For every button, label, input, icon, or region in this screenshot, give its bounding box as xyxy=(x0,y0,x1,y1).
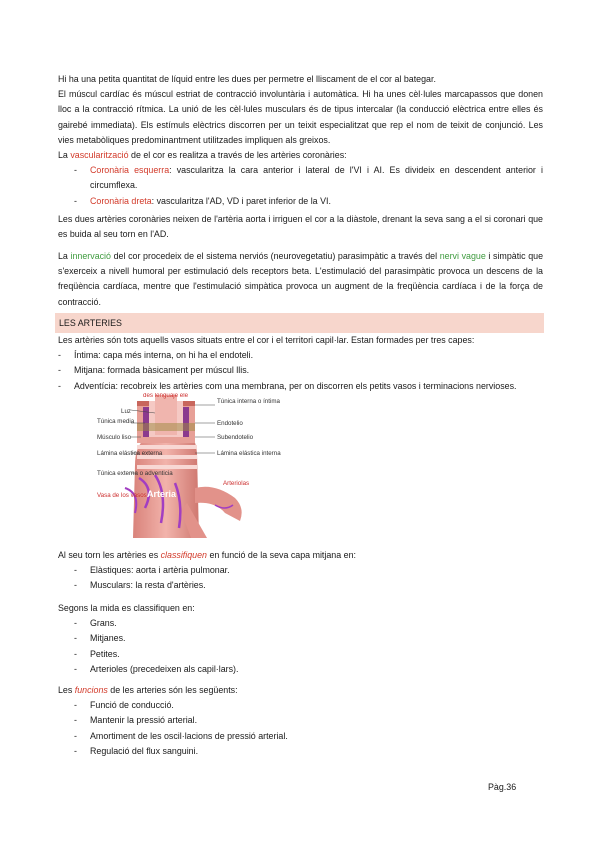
list-item-petites: - Petites. xyxy=(74,648,120,659)
list-item-left-coronary: - Coronària esquerra: vascularitza la cara anterior i lateral de l'VI i AI. Es divideix en descendent anterior i circumflexa. xyxy=(74,165,543,191)
paragraph-arteries-intro: Les artèries són tots aquells vasos situats entre el cor i el territori capil·lar. Estan formades per tres capes: xyxy=(58,335,475,345)
list-item-regulacio: - Regulació del flux sanguini. xyxy=(74,745,199,756)
term-vascularitzacio: vascularització xyxy=(70,150,129,160)
section-classification: Al seu torn les artèries es classifiquen en funció de la seva capa mitjana en: - Elàstiques: aorta i artèria pulmonar. - Musculars: la resta d'artèries. xyxy=(58,548,543,594)
paragraph-muscle: El múscul cardíac és múscul estriat de contracció involuntària i automàtica. Hi ha unes cèl·lules marcapassos que donen lloc a la contracció rítmica. La unió de les cèl·lules musculars és de tipus intercalar (la conducció elèctrica entre elles és gairebé immediata). Els estímuls elèctrics discorren per un teixit especialitzat que rep el nom de teixit de conjunció. Les vies metabòliques predominantment utilitzades impliquen als greixos. xyxy=(58,89,543,145)
label-arteriolas: Arteriolas xyxy=(223,480,250,487)
section-size xyxy=(58,601,543,677)
list-item-musculars: - Musculars: la resta d'artèries. xyxy=(74,580,206,591)
section-arteries-layers xyxy=(58,333,543,394)
list-item-pressio: - Mantenir la pressió arterial. xyxy=(74,715,198,726)
artery-illustration xyxy=(125,395,242,538)
list-item-elastiques: - Elàstiques: aorta i artèria pulmonar. xyxy=(74,565,230,576)
list-item-adventicia: - Adventícia: recobreix les artèries com una membrana, per on discorren els petits vasos i terminacions nervioses. xyxy=(58,380,517,391)
list-item-amortiment: - Amortiment de les oscil·lacions de pressió arterial. xyxy=(74,730,288,741)
label-tunica-interna: Túnica interna o íntima xyxy=(217,398,280,405)
list-item-intima: - Íntima: capa més interna, on hi ha el endoteli. xyxy=(58,350,254,361)
label-musculo-liso: Músculo liso xyxy=(97,434,132,441)
page-number: Pàg.36 xyxy=(488,782,517,792)
label-luz: Luz xyxy=(121,408,131,415)
list-item-grans: - Grans. xyxy=(74,618,117,629)
label-endotelio: Endotelio xyxy=(217,420,243,427)
list-item-arterioles: - Arterioles (precedeixen als capil·lars). xyxy=(74,663,239,674)
section-heading-arteries: LES ARTERIES xyxy=(55,313,544,333)
artery-layers-figure xyxy=(95,393,300,538)
label-lamina-elastica-interna: Lámina elástica interna xyxy=(217,450,281,457)
paragraph-innervation: La innervació del cor procedeix de el sistema nerviós (neurovegetatiu) parasimpàtic a través del nervi vague i simpàtic que s'exerceix a nivell humoral per estimulació dels receptors beta. L'estimulació del parasimpàtic provoca un descens de la freqüència cardíaca, mentre que l'estimulació simpàtica provoca un augment de la freqüència cardíaca i de la força de contracció. xyxy=(58,251,544,307)
paragraph-size-intro: Segons la mida es classifiquen en: xyxy=(58,603,195,613)
term-classifiquen: classifiquen xyxy=(160,550,207,560)
list-item-mitjana: - Mitjana: formada bàsicament per múscul llis. xyxy=(58,365,250,376)
section-functions: Les funcions de les arteries són les següents: - Funció de conducció. - Mantenir la pressió arterial. - Amortiment de les oscil·lacions de pressió arterial. - Regulació del flux sanguini. xyxy=(58,683,543,759)
paragraph-intro xyxy=(58,72,543,148)
label-tunica-externa: Túnica externa o adventicia xyxy=(97,470,173,477)
label-vasa: Vasa de los vasos xyxy=(97,492,147,499)
label-subendotelio: Subendotelio xyxy=(217,434,254,441)
label-tunica-media: Túnica media xyxy=(97,418,135,425)
paragraph-coronary-origin: Les dues artèries coronàries neixen de l'artèria aorta i irriguen el cor a la diàstole, drenant la seva sang a el si coronari que es buida al seu torn en l'AD. xyxy=(58,214,543,240)
list-item-right-coronary: - Coronària dreta: vascularitza l'AD, VD i paret inferior de la VI. xyxy=(74,195,331,206)
list-item-mitjanes: - Mitjanes. xyxy=(74,633,126,644)
term-nervi-vague: nervi vague xyxy=(439,251,486,261)
term-funcions: funcions xyxy=(74,685,108,695)
section-vascularization: La vascularització de el cor es realitza a través de les artèries coronàries: - Coronària esquerra: vascularitza la cara anterior i lateral de l'VI i AI. Es divideix en descendent anterior i circumflexa. - Coronària dreta: vascularitza l'AD, VD i paret inferior de la VI. xyxy=(58,148,543,209)
label-arteria: Arteria xyxy=(147,489,177,499)
term-innervacio: innervació xyxy=(70,251,111,261)
paragraph-liquid: Hi ha una petita quantitat de líquid entre les dues per permetre el lliscament de el cor al bategar. xyxy=(58,74,436,84)
label-lamina-elastica-externa: Lámina elástica externa xyxy=(97,450,163,457)
label-desc: des lenguaje ele xyxy=(143,393,189,399)
list-item-conduccio: - Funció de conducció. xyxy=(74,700,174,711)
